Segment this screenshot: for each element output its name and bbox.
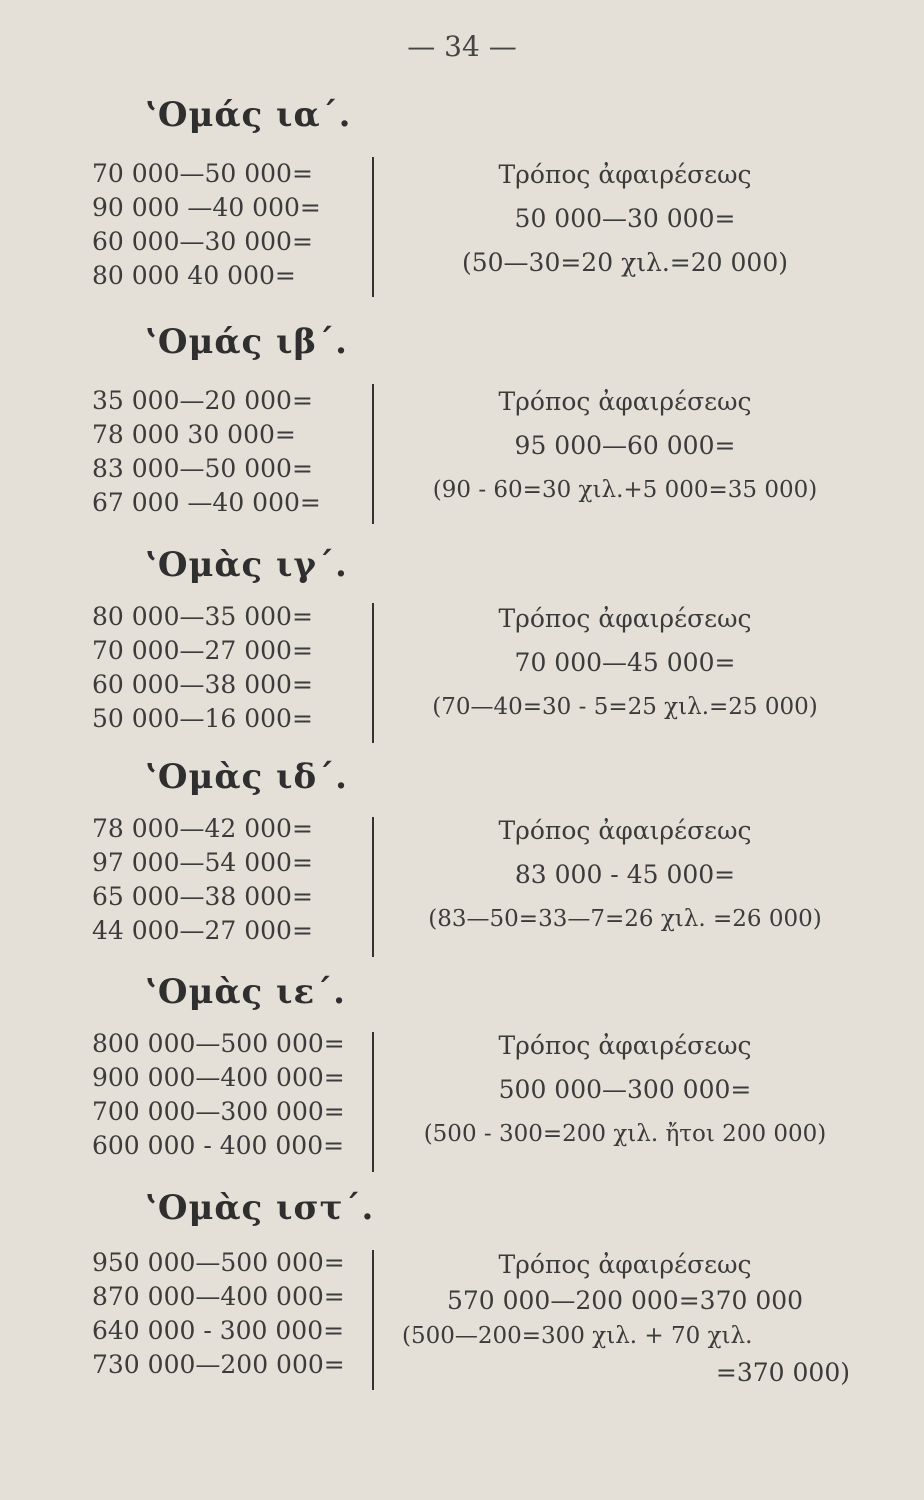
column-divider (372, 603, 374, 743)
method-label: Τρόπος ἀφαιρέσεως (498, 1250, 752, 1279)
exercise-row: 50 000—16 000= (92, 704, 313, 733)
exercise-row: 80 000—35 000= (92, 602, 313, 631)
page-number: — 34 — (407, 30, 517, 63)
group-title: ʽΟμάς ιβ΄. (145, 322, 348, 362)
column-divider (372, 1250, 374, 1390)
method-expression: 500 000—300 000= (498, 1075, 752, 1104)
method-label: Τρόπος ἀφαιρέσεως (498, 816, 752, 845)
exercise-row: 700 000—300 000= (92, 1097, 345, 1126)
method-expression: 50 000—30 000= (514, 204, 736, 233)
subtraction-method (385, 597, 865, 729)
subtraction-method (385, 809, 865, 941)
method-expression: 70 000—45 000= (514, 648, 736, 677)
exercise-row: 60 000—30 000= (92, 227, 313, 256)
group-ist (0, 1188, 924, 1418)
column-divider (372, 1032, 374, 1172)
exercise-row: 70 000—27 000= (92, 636, 313, 665)
exercise-row: 600 000 - 400 000= (92, 1131, 345, 1160)
column-divider (372, 817, 374, 957)
method-label: Τρόπος ἀφαιρέσεως (498, 1031, 752, 1060)
exercise-row: 80 000 40 000= (92, 261, 296, 290)
subtraction-method (385, 1024, 865, 1156)
column-divider (372, 384, 374, 524)
method-label: Τρόπος ἀφαιρέσεως (498, 160, 752, 189)
method-note: (83—50=33—7=26 χιλ. =26 000) (428, 906, 822, 932)
method-note: (500 - 300=200 χιλ. ἤτοι 200 000) (423, 1121, 827, 1147)
group-ie (0, 972, 924, 1182)
subtraction-method (390, 1246, 860, 1392)
subtraction-method (380, 380, 870, 512)
column-divider (372, 157, 374, 297)
group-ib (0, 322, 924, 532)
exercise-row: 900 000—400 000= (92, 1063, 345, 1092)
exercise-row: 78 000 30 000= (92, 420, 296, 449)
exercise-list (92, 1246, 362, 1382)
exercise-row: 83 000—50 000= (92, 454, 313, 483)
exercise-row: 35 000—20 000= (92, 386, 313, 415)
method-expression: 570 000—200 000=370 000 (446, 1286, 804, 1315)
exercise-list (92, 1027, 362, 1163)
method-expression: 95 000—60 000= (514, 431, 736, 460)
exercise-row: 44 000—27 000= (92, 916, 313, 945)
group-title: ʽΟμὰς ιδ΄. (145, 757, 349, 797)
group-ig (0, 545, 924, 755)
method-label: Τρόπος ἀφαιρέσεως (498, 604, 752, 633)
exercise-row: 78 000—42 000= (92, 814, 313, 843)
method-label: Τρόπος ἀφαιρέσεως (498, 387, 752, 416)
exercise-row: 97 000—54 000= (92, 848, 313, 877)
method-note: (70—40=30 - 5=25 χιλ.=25 000) (432, 694, 818, 720)
group-title: ʽΟμὰς ιε΄. (145, 972, 347, 1012)
method-note: (90 - 60=30 χιλ.+5 000=35 000) (432, 477, 818, 503)
exercise-row: 950 000—500 000= (92, 1248, 345, 1277)
exercise-list (92, 384, 352, 520)
exercise-list (92, 812, 352, 948)
exercise-row: 730 000—200 000= (92, 1350, 345, 1379)
group-title: ʽΟμὰς ιγ΄. (145, 545, 348, 585)
subtraction-method (390, 153, 860, 285)
exercise-row: 870 000—400 000= (92, 1282, 345, 1311)
exercise-row: 60 000—38 000= (92, 670, 313, 699)
group-title: ʽΟμάς ια΄. (145, 95, 352, 135)
exercise-row: 67 000 —40 000= (92, 488, 321, 517)
exercise-row: 65 000—38 000= (92, 882, 313, 911)
method-note: (50—30=20 χιλ.=20 000) (461, 248, 788, 277)
exercise-row: 90 000 —40 000= (92, 193, 321, 222)
exercise-row: 70 000—50 000= (92, 159, 313, 188)
exercise-list (92, 157, 352, 293)
exercise-row: 800 000—500 000= (92, 1029, 345, 1058)
method-expression: 83 000 - 45 000= (514, 860, 736, 889)
method-note: (500—200=300 χιλ. + 70 χιλ. (402, 1323, 753, 1349)
group-title: ʽΟμὰς ιστ΄. (145, 1188, 375, 1228)
exercise-row: 640 000 - 300 000= (92, 1316, 345, 1345)
exercise-list (92, 600, 352, 736)
group-ia (0, 95, 924, 305)
method-note-continuation: =370 000) (715, 1358, 850, 1387)
group-id (0, 757, 924, 967)
